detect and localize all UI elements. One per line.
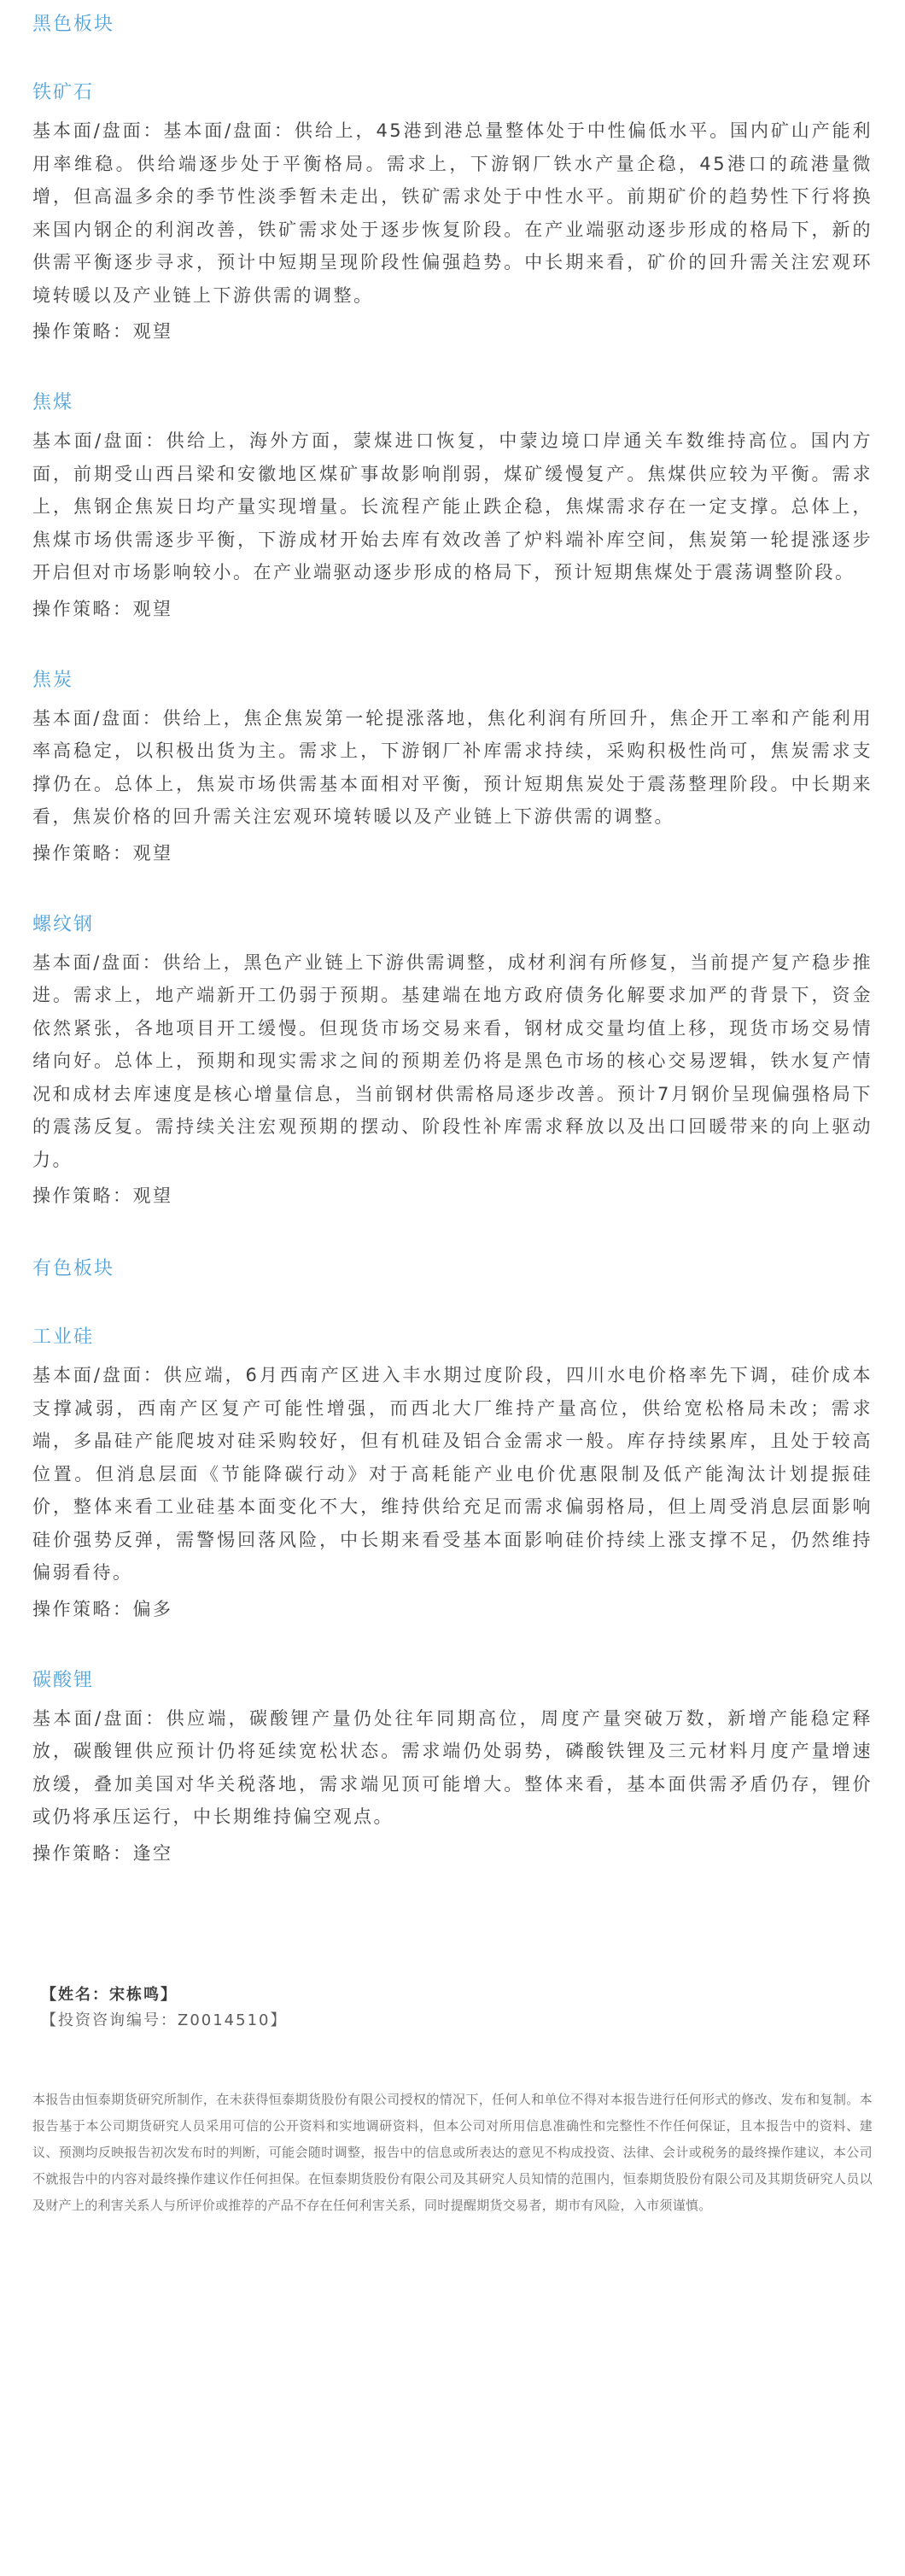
disclaimer: 本报告由恒泰期货研究所制作，在未获得恒泰期货股份有限公司授权的情况下，任何人和单位不得对本报告进行任何形式的修改、发布和复制。本报告基于本公司期货研究人员采用可信的公开资料和实地调研资料，但本公司对所用信息准确性和完整性不作任何保证，且本报告中的资料、建议、预测均反映报告初次发布时的判断，可能会随时调整，报告中的信息或所表达的意见不构成投资、法律、会计或税务的最终操作建议，本公司不就报告中的内容对最终操作建议作任何担保。在恒泰期货股份有限公司及其研究人员知情的范围内，恒泰期货股份有限公司及其期货研究人员以及财产上的利害关系人与所评价或推荐的产品不存在任何利害关系，同时提醒期货交易者，期市有风险，入市须谨慎。 bbox=[32, 2091, 873, 2213]
item-strategy: 操作策略：观望 bbox=[32, 321, 173, 342]
author-license-id: 【投资咨询编号：Z0014510】 bbox=[41, 2011, 288, 2029]
item-rebar bbox=[32, 912, 873, 1213]
item-coking-coal bbox=[32, 390, 873, 625]
item-title: 螺纹钢 bbox=[32, 913, 95, 935]
item-body: 基本面/盘面：供给上，海外方面，蒙煤进口恢复，中蒙边境口岸通关车数维持高位。国内方面，前期受山西吕梁和安徽地区煤矿事故影响削弱，煤矿缓慢复产。焦煤供应较为平衡。需求上，焦钢企焦炭日均产量实现增量。长流程产能止跌企稳，焦煤需求存在一定支撑。总体上，焦煤市场供需逐步平衡，下游成材开始去库有效改善了炉料端补库空间，焦炭第一轮提涨逐步开启但对市场影响较小。在产业端驱动逐步形成的格局下，预计短期焦煤处于震荡调整阶段。 bbox=[32, 430, 873, 583]
section-title: 有色板块 bbox=[32, 1258, 115, 1279]
item-strategy: 操作策略：偏多 bbox=[32, 1598, 173, 1619]
item-body: 基本面/盘面：基本面/盘面：供给上，45港到港总量整体处于中性偏低水平。国内矿山产能利用率维稳。供给端逐步处于平衡格局。需求上，下游钢厂铁水产量企稳，45港口的疏港量微增，但高温多余的季节性淡季暂未走出，铁矿需求处于中性水平。前期矿价的趋势性下行将换来国内钢企的利润改善，铁矿需求处于逐步恢复阶段。在产业端驱动逐步形成的格局下，新的供需平衡逐步寻求，预计中短期呈现阶段性偏强趋势。中长期来看，矿价的回升需关注宏观环境转暖以及产业链上下游供需的调整。 bbox=[32, 120, 873, 306]
item-title: 工业硅 bbox=[32, 1326, 95, 1348]
item-strategy: 操作策略：观望 bbox=[32, 1186, 173, 1206]
item-title: 铁矿石 bbox=[32, 82, 95, 103]
item-strategy: 操作策略：观望 bbox=[32, 842, 173, 864]
item-body: 基本面/盘面：供给上，黑色产业链上下游供需调整，成材利润有所修复，当前提产复产稳步推进。需求上，地产端新开工仍弱于预期。基建端在地方政府债务化解要求加严的背景下，资金依然紧张，各地项目开工缓慢。但现货市场交易来看，钢材成交量均值上移，现货市场交易情绪向好。总体上，预期和现实需求之间的预期差仍将是黑色市场的核心交易逻辑，铁水复产情况和成材去库速度是核心增量信息，当前钢材供需格局逐步改善。预计7月钢价呈现偏强格局下的震荡反复。需持续关注宏观预期的摆动、阶段性补库需求释放以及出口回暖带来的向上驱动力。 bbox=[32, 951, 873, 1170]
item-title: 焦炭 bbox=[32, 669, 74, 691]
section-nonferrous bbox=[32, 1256, 873, 1870]
item-industrial-silicon bbox=[32, 1325, 873, 1625]
report-page bbox=[0, 12, 905, 2219]
item-strategy: 操作策略：逢空 bbox=[32, 1842, 173, 1864]
author-name: 【姓名：宋栋鸣】 bbox=[41, 1985, 178, 2004]
section-title: 黑色板块 bbox=[32, 14, 115, 35]
item-coke bbox=[32, 668, 873, 869]
item-title: 碳酸锂 bbox=[32, 1669, 95, 1691]
item-body: 基本面/盘面：供应端，碳酸锂产量仍处往年同期高位，周度产量突破万数，新增产能稳定释放，碳酸锂供应预计仍将延续宽松状态。需求端仍处弱势，磷酸铁锂及三元材料月度产量增速放缓，叠加美国对华关税落地，需求端见顶可能增大。整体来看，基本面供需矛盾仍存，锂价或仍将承压运行，中长期维持偏空观点。 bbox=[32, 1707, 873, 1827]
author-block bbox=[32, 1982, 873, 2034]
item-iron-ore bbox=[32, 80, 873, 348]
item-title: 焦煤 bbox=[32, 392, 74, 413]
section-black bbox=[32, 12, 873, 1212]
item-strategy: 操作策略：观望 bbox=[32, 598, 173, 619]
item-body: 基本面/盘面：供给上，焦企焦炭第一轮提涨落地，焦化利润有所回升，焦企开工率和产能利用率高稳定，以积极出货为主。需求上，下游钢厂补库需求持续，采购积极性尚可，焦炭需求支撑仍在。总体上，焦炭市场供需基本面相对平衡，预计短期焦炭处于震荡整理阶段。中长期来看，焦炭价格的回升需关注宏观环境转暖以及产业链上下游供需的调整。 bbox=[32, 707, 873, 827]
item-body: 基本面/盘面：供应端，6月西南产区进入丰水期过度阶段，四川水电价格率先下调，硅价成本支撑减弱，西南产区复产可能性增强，而西北大厂维持产量高位，供给宽松格局未改；需求端，多晶硅产能爬坡对硅采购较好，但有机硅及铝合金需求一般。库存持续累库，且处于较高位置。但消息层面《节能降碳行动》对于高耗能产业电价优惠限制及低产能淘汰计划提振硅价，整体来看工业硅基本面变化不大，维持供给充足而需求偏弱格局，但上周受消息层面影响硅价强势反弹，需警惕回落风险，中长期来看受基本面影响硅价持续上涨支撑不足，仍然维持偏弱看待。 bbox=[32, 1365, 873, 1583]
item-lithium-carbonate bbox=[32, 1668, 873, 1870]
